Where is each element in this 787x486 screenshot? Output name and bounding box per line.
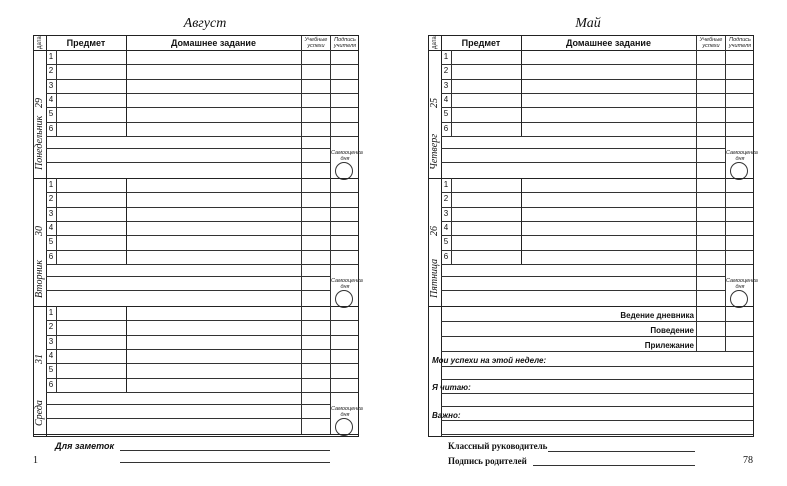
left-day0-date: 29 bbox=[34, 98, 45, 108]
left-notes-label: Для заметок bbox=[55, 441, 115, 451]
right-day1-lesson-num-4: 4 bbox=[443, 222, 449, 232]
rating-line-1 bbox=[441, 321, 753, 322]
right-day0-hw-col bbox=[696, 50, 697, 178]
left-day2-row-line-4 bbox=[46, 363, 358, 364]
right-hw-col-head bbox=[696, 36, 697, 50]
left-day0-lesson-num-6: 6 bbox=[48, 123, 54, 133]
left-day0-num-col bbox=[56, 50, 57, 136]
right-day0-lesson-num-6: 6 bbox=[443, 123, 449, 133]
footer-teacher-label: Классный руководитель bbox=[448, 441, 548, 451]
left-day1-subj-col bbox=[126, 178, 127, 264]
rating-diary-label: Ведение дневника bbox=[620, 311, 694, 320]
left-day2-row-line-3 bbox=[46, 349, 358, 350]
left-day2-extra-line-1 bbox=[46, 404, 330, 405]
left-day0-lesson-num-3: 3 bbox=[48, 80, 54, 90]
rating-col-2 bbox=[725, 306, 726, 351]
left-day0-lesson-num-5: 5 bbox=[48, 109, 54, 119]
left-day0-row-line-1 bbox=[46, 64, 358, 65]
right-header-homework: Домашнее задание bbox=[566, 38, 651, 48]
left-day2-lesson-num-6: 6 bbox=[48, 379, 54, 389]
right-day0-lesson-num-2: 2 bbox=[443, 66, 449, 76]
left-day2-lesson-num-3: 3 bbox=[48, 336, 54, 346]
left-day2-row-line-2 bbox=[46, 335, 358, 336]
right-day1-row-line-4 bbox=[441, 235, 753, 236]
weekly-line-6 bbox=[441, 434, 753, 435]
left-day1-bottom bbox=[34, 306, 358, 307]
left-day1-lesson-num-1: 1 bbox=[48, 180, 54, 189]
left-day0-subj-col bbox=[126, 50, 127, 136]
left-day1-row-line-1 bbox=[46, 192, 358, 193]
left-day2-date: 31 bbox=[34, 354, 45, 364]
right-day1-extra-line-1 bbox=[441, 276, 725, 277]
right-day1-weekday: Пятница bbox=[429, 258, 440, 298]
right-header-signature: Подпись учителя bbox=[728, 37, 752, 49]
left-day1-row-line-5 bbox=[46, 250, 358, 251]
left-day2-extra-line-2 bbox=[46, 418, 330, 419]
left-day1-extra-line-2 bbox=[46, 290, 330, 291]
left-day1-row-line-6 bbox=[46, 264, 358, 265]
weekly-line-4 bbox=[441, 406, 753, 407]
right-day0-row-line-6 bbox=[441, 136, 753, 137]
right-day1-hw-col bbox=[696, 178, 697, 306]
left-day0-bottom bbox=[34, 178, 358, 179]
left-day0-extra-line-2 bbox=[46, 162, 330, 163]
left-day0-row-line-3 bbox=[46, 93, 358, 94]
left-hw-col-head bbox=[301, 36, 302, 50]
left-day2-lesson-num-5: 5 bbox=[48, 365, 54, 375]
right-day1-bottom bbox=[429, 306, 753, 307]
right-day1-row-line-6 bbox=[441, 264, 753, 265]
left-day2-num-col bbox=[56, 306, 57, 392]
weekly-line-1 bbox=[441, 366, 753, 367]
right-day0-date: 25 bbox=[429, 98, 440, 108]
weekly-line-3 bbox=[441, 393, 753, 394]
right-day0-row-line-2 bbox=[441, 79, 753, 80]
right-subj-col-head bbox=[521, 36, 522, 50]
weekly-reading-label: Я читаю: bbox=[432, 383, 471, 392]
left-gr-col-head bbox=[330, 36, 331, 50]
left-day0-row-line-4 bbox=[46, 107, 358, 108]
right-day0-row-line-5 bbox=[441, 122, 753, 123]
right-header-date: дата bbox=[432, 36, 438, 50]
left-header-grades: Учебные успехи bbox=[304, 37, 328, 49]
left-day2-row-line-1 bbox=[46, 320, 358, 321]
right-day0-lesson-num-1: 1 bbox=[443, 52, 449, 61]
footer-parents-line bbox=[533, 465, 695, 466]
left-day1-lesson-num-3: 3 bbox=[48, 208, 54, 218]
left-day1-hw-col bbox=[301, 178, 302, 306]
right-day1-lesson-num-6: 6 bbox=[443, 251, 449, 261]
left-day2-bottom bbox=[34, 434, 358, 435]
left-day0-hw-col bbox=[301, 50, 302, 178]
left-page bbox=[0, 0, 393, 486]
right-day1-extra-line-2 bbox=[441, 290, 725, 291]
left-day2-row-line-6 bbox=[46, 392, 358, 393]
left-day0-row-line-5 bbox=[46, 122, 358, 123]
right-diary-table bbox=[428, 35, 758, 437]
right-header-subject: Предмет bbox=[461, 38, 501, 48]
left-day0-sig-line bbox=[330, 136, 358, 137]
left-day1-lesson-num-5: 5 bbox=[48, 237, 54, 247]
weekly-line-2 bbox=[441, 379, 753, 380]
left-header-homework: Домашнее задание bbox=[171, 38, 256, 48]
right-day0-lesson-num-4: 4 bbox=[443, 94, 449, 104]
right-day0-sig-line bbox=[725, 136, 753, 137]
rating-col-1 bbox=[696, 306, 697, 351]
left-header-date: дата bbox=[37, 36, 43, 50]
left-day0-lesson-num-4: 4 bbox=[48, 94, 54, 104]
rating-line-3 bbox=[441, 351, 753, 352]
right-day1-selfcheck-label: Самооценка дня bbox=[726, 277, 758, 290]
right-day0-extra-line-2 bbox=[441, 162, 725, 163]
footer-parents-label: Подпись родителей bbox=[448, 456, 527, 466]
right-day0-lesson-num-3: 3 bbox=[443, 80, 449, 90]
left-diary-table bbox=[33, 35, 363, 437]
left-day1-lesson-num-2: 2 bbox=[48, 194, 54, 204]
left-day1-extra-line-1 bbox=[46, 276, 330, 277]
weekly-important-label: Важно: bbox=[432, 411, 461, 420]
left-header-signature: Подпись учителя bbox=[333, 37, 357, 49]
weekly-line-5 bbox=[441, 420, 753, 421]
left-day2-weekday: Среда bbox=[34, 400, 45, 426]
right-day1-lesson-num-1: 1 bbox=[443, 180, 449, 189]
right-day1-lesson-num-5: 5 bbox=[443, 237, 449, 247]
left-day2-lesson-num-1: 1 bbox=[48, 308, 54, 317]
left-notes-line-1 bbox=[120, 450, 330, 451]
left-day1-row-line-3 bbox=[46, 221, 358, 222]
left-day1-weekday: Вторник bbox=[34, 259, 45, 298]
right-day1-row-line-5 bbox=[441, 250, 753, 251]
left-day1-lesson-num-4: 4 bbox=[48, 222, 54, 232]
left-header-subject: Предмет bbox=[66, 38, 106, 48]
right-page bbox=[393, 0, 787, 486]
left-day2-lesson-num-2: 2 bbox=[48, 322, 54, 332]
right-day0-row-line-3 bbox=[441, 93, 753, 94]
left-day0-selfcheck-label: Самооценка дня bbox=[331, 149, 363, 162]
left-day1-selfcheck-label: Самооценка дня bbox=[331, 277, 363, 290]
left-day1-row-line-4 bbox=[46, 235, 358, 236]
left-day1-num-col bbox=[56, 178, 57, 264]
left-day2-lesson-num-4: 4 bbox=[48, 350, 54, 360]
right-page-number: 78 bbox=[743, 455, 753, 466]
left-day0-extra-line-1 bbox=[46, 148, 330, 149]
left-day0-row-line-2 bbox=[46, 79, 358, 80]
right-day1-row-line-3 bbox=[441, 221, 753, 222]
right-month-title: Май bbox=[575, 16, 601, 31]
right-day1-row-line-2 bbox=[441, 207, 753, 208]
left-day0-lesson-num-2: 2 bbox=[48, 66, 54, 76]
right-day1-lesson-num-2: 2 bbox=[443, 194, 449, 204]
right-day1-date: 26 bbox=[429, 226, 440, 236]
right-day1-lesson-num-3: 3 bbox=[443, 208, 449, 218]
rating-line-2 bbox=[441, 336, 753, 337]
right-day0-bottom bbox=[429, 178, 753, 179]
rating-behavior-label: Поведение bbox=[650, 326, 694, 335]
right-day1-sig-line bbox=[725, 264, 753, 265]
right-header-grades: Учебные успехи bbox=[699, 37, 723, 49]
left-day1-lesson-num-6: 6 bbox=[48, 251, 54, 261]
right-day0-subj-col bbox=[521, 50, 522, 136]
left-notes-line-2 bbox=[120, 462, 330, 463]
right-day0-num-col bbox=[451, 50, 452, 136]
right-gr-col-head bbox=[725, 36, 726, 50]
left-day2-sig-line bbox=[330, 392, 358, 393]
footer-teacher-line bbox=[548, 451, 695, 452]
left-subj-col-head bbox=[126, 36, 127, 50]
left-page-number: 1 bbox=[33, 455, 38, 466]
left-day2-subj-col bbox=[126, 306, 127, 392]
right-day0-extra-line-1 bbox=[441, 148, 725, 149]
right-day0-row-line-4 bbox=[441, 107, 753, 108]
right-day1-row-line-1 bbox=[441, 192, 753, 193]
left-day1-date: 30 bbox=[34, 226, 45, 236]
right-day0-selfcheck-label: Самооценка дня bbox=[726, 149, 758, 162]
right-day1-subj-col bbox=[521, 178, 522, 264]
left-day0-row-line-6 bbox=[46, 136, 358, 137]
weekly-success-label: Мои успехи на этой неделе: bbox=[432, 356, 547, 365]
right-day0-lesson-num-5: 5 bbox=[443, 109, 449, 119]
left-day0-weekday: Понедельник bbox=[34, 115, 45, 170]
right-day0-row-line-1 bbox=[441, 64, 753, 65]
right-day0-weekday: Четверг bbox=[429, 133, 440, 170]
left-day2-row-line-5 bbox=[46, 378, 358, 379]
left-month-title: Август bbox=[183, 16, 227, 31]
rating-diligence-label: Прилежание bbox=[644, 341, 694, 350]
left-day1-row-line-2 bbox=[46, 207, 358, 208]
right-day1-num-col bbox=[451, 178, 452, 264]
left-day2-hw-col bbox=[301, 306, 302, 434]
left-day0-lesson-num-1: 1 bbox=[48, 52, 54, 61]
left-day2-selfcheck-label: Самооценка дня bbox=[331, 405, 363, 418]
left-day1-sig-line bbox=[330, 264, 358, 265]
